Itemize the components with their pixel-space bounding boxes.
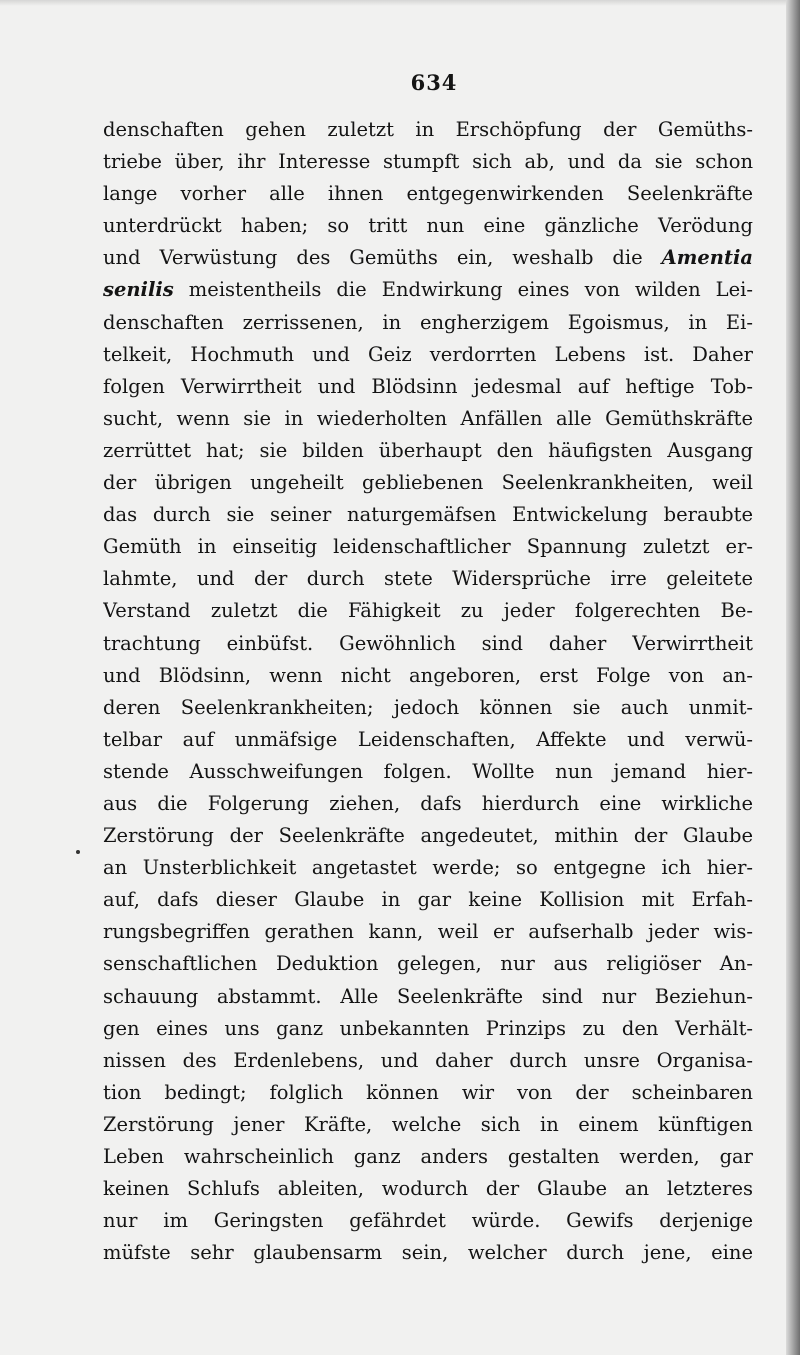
text-line: senilis meistentheils die Endwirkung eines von wilden Lei- [103, 278, 753, 302]
text-line: trachtung einbüfst. Gewöhnlich sind daher Verwirrtheit [103, 631, 753, 655]
text-line: gen eines uns ganz unbekannten Prinzips zu den Verhält- [103, 1016, 753, 1040]
text-line: denschaften zerrissenen, in engherzigem Egoismus, in Ei- [103, 310, 753, 334]
text-line: tion bedingt; folglich können wir von der scheinbaren [103, 1080, 753, 1104]
latin-term: Amentia [661, 246, 753, 270]
text-line: stende Ausschweifungen folgen. Wollte nun jemand hier- [103, 759, 753, 783]
text-line: das durch sie seiner naturgemäfsen Entwickelung beraubte [103, 503, 753, 527]
text-line: nur im Geringsten gefährdet würde. Gewifs derjenige [103, 1209, 753, 1233]
text-line: lahmte, und der durch stete Widersprüche irre geleitete [103, 567, 753, 591]
text-line: zerrüttet hat; sie bilden überhaupt den häufigsten Ausgang [103, 438, 753, 462]
text-line: unterdrückt haben; so tritt nun eine gänzliche Verödung [103, 214, 753, 238]
text-line: sucht, wenn sie in wiederholten Anfällen alle Gemüthskräfte [103, 406, 753, 430]
text-line: folgen Verwirrtheit und Blödsinn jedesmal auf heftige Tob- [103, 374, 753, 398]
body-text [103, 114, 753, 1269]
print-speck [76, 850, 80, 854]
text-line: schauung abstammt. Alle Seelenkräfte sind nur Beziehun- [103, 984, 753, 1008]
text-line: Leben wahrscheinlich ganz anders gestalten werden, gar [103, 1145, 753, 1168]
text-line: lange vorher alle ihnen entgegenwirkenden Seelenkräfte [103, 182, 753, 206]
text-line: senschaftlichen Deduktion gelegen, nur aus religiöser An- [103, 952, 753, 976]
text-line: nissen des Erdenlebens, und daher durch unsre Organisa- [103, 1048, 753, 1072]
text-line: deren Seelenkrankheiten; jedoch können sie auch unmit- [103, 695, 753, 719]
text-line: müfste sehr glaubensarm sein, welcher durch jene, eine [103, 1241, 753, 1265]
text-line: aus die Folgerung ziehen, dafs hierdurch eine wirkliche [103, 791, 753, 815]
page-number: 634 [410, 70, 458, 95]
text-line: der übrigen ungeheilt gebliebenen Seelenkrankheiten, weil [103, 471, 753, 495]
text-line: und Verwüstung des Gemüths ein, weshalb die Amentia [103, 246, 753, 270]
text-line: Verstand zuletzt die Fähigkeit zu jeder folgerechten Be- [103, 599, 753, 623]
page-top-shadow [0, 0, 800, 6]
text-line: denschaften gehen zuletzt in Erschöpfung der Gemüths- [103, 118, 753, 141]
text-line: telbar auf unmäfsige Leidenschaften, Affekte und verwü- [103, 727, 753, 751]
text-line: Zerstörung der Seelenkräfte angedeutet, mithin der Glaube [103, 824, 753, 848]
text-line: und Blödsinn, wenn nicht angeboren, erst Folge von an- [103, 663, 753, 687]
text-line: Gemüth in einseitig leidenschaftlicher Spannung zuletzt er- [103, 535, 753, 559]
text-line: auf, dafs dieser Glaube in gar keine Kollision mit Erfah- [103, 888, 753, 912]
latin-term: senilis [103, 278, 174, 302]
text-line: rungsbegriffen gerathen kann, weil er aufserhalb jeder wis- [103, 920, 753, 944]
text-line: an Unsterblichkeit angetastet werde; so entgegne ich hier- [103, 856, 753, 880]
text-line: keinen Schlufs ableiten, wodurch der Glaube an letzteres [103, 1177, 753, 1201]
text-line: telkeit, Hochmuth und Geiz verdorrten Lebens ist. Daher [103, 342, 753, 366]
text-line: Zerstörung jener Kräfte, welche sich in einem künftigen [103, 1112, 753, 1136]
page-right-edge [786, 0, 800, 1355]
text-line: triebe über, ihr Interesse stumpft sich ab, und da sie schon [103, 150, 753, 174]
